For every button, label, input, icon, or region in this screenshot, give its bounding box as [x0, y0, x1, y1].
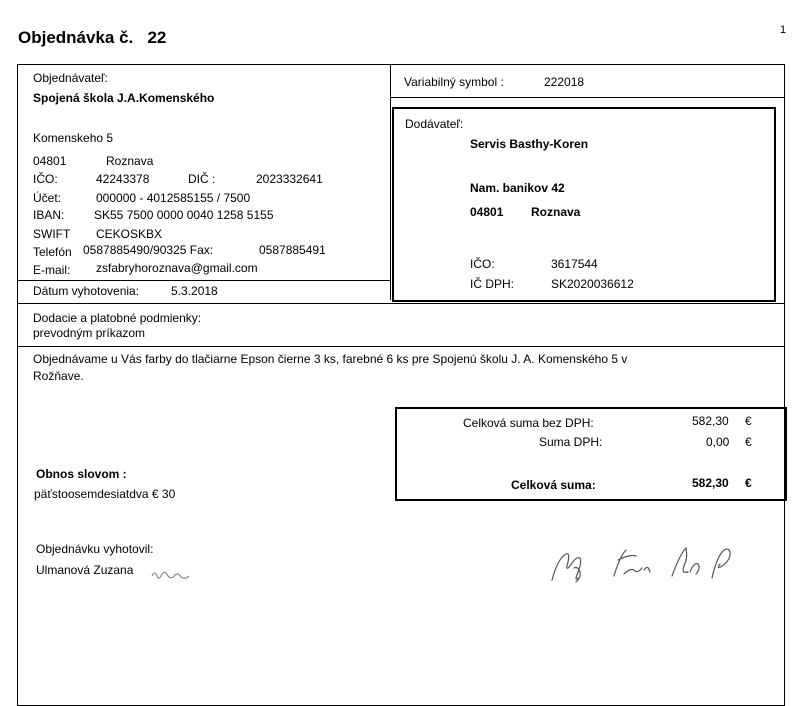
supplier-ico-label: IČO: [470, 257, 495, 271]
supplier-street: Nam. banikov 42 [470, 181, 565, 195]
vat-value: 0,00 [706, 435, 730, 449]
supplier-city: Roznava [531, 205, 581, 219]
total-label: Celková suma: [511, 478, 596, 492]
terms-label: Dodacie a platobné podmienky: [33, 311, 202, 325]
orderer-dic: 2023332641 [256, 172, 323, 186]
orderer-fax: 0587885491 [259, 243, 326, 257]
variable-symbol-label: Variabilný symbol : [404, 75, 504, 89]
vat-label: Suma DPH: [539, 435, 603, 449]
terms-value: prevodným príkazom [33, 326, 146, 340]
orderer-ico-label: IČO: [33, 172, 58, 186]
supplier-icdph-label: IČ DPH: [470, 277, 515, 291]
issue-date: 5.3.2018 [171, 284, 218, 298]
total-value: 582,30 [692, 476, 729, 490]
page-number: 1 [780, 24, 787, 36]
words-value: päťstoosemdesiatdva € 30 [34, 487, 176, 501]
variable-symbol: 222018 [544, 75, 585, 89]
orderer-phone-label: Telefón [33, 245, 72, 259]
vs-divider [390, 97, 784, 98]
vertical-divider [390, 64, 391, 300]
vat-currency: € [745, 435, 752, 449]
signature-icon [548, 540, 748, 588]
date-row-top [17, 280, 391, 281]
subtotal-value: 582,30 [692, 414, 729, 428]
orderer-street: Komenskeho 5 [33, 131, 114, 145]
supplier-label: Dodávateľ: [405, 117, 464, 131]
orderer-label: Objednávateľ: [33, 71, 108, 85]
orderer-ico: 42243378 [96, 172, 150, 186]
issue-date-label: Dátum vyhotovenia: [33, 284, 140, 298]
total-currency: € [745, 476, 752, 490]
subtotal-currency: € [745, 414, 752, 428]
title-label: Objednávka č. [18, 28, 134, 47]
prepared-name: Ulmanová Zuzana [36, 563, 134, 577]
supplier-zip: 04801 [470, 205, 504, 219]
orderer-name: Spojená škola J.A.Komenského [33, 91, 215, 105]
orderer-iban-label: IBAN: [33, 208, 65, 222]
initials-signature-icon [150, 566, 198, 584]
orderer-city: Roznava [106, 154, 154, 168]
order-text-line2: Rožňave. [33, 369, 84, 383]
order-number: 22 [147, 28, 167, 47]
subtotal-label: Celková suma bez DPH: [463, 416, 594, 430]
body-row-top [17, 346, 784, 347]
orderer-iban: SK55 7500 0000 0040 1258 5155 [94, 208, 274, 222]
order-text-line1: Objednávame u Vás farby do tlačiarne Epson čierne 3 ks, farebné 6 ks pre Spojenú školu J. A. Komenského 5 v [33, 352, 628, 366]
document-title [18, 28, 166, 48]
orderer-account: 000000 - 4012585155 / 7500 [96, 191, 251, 205]
orderer-phone: 0587885490/90325 Fax: [83, 243, 214, 257]
orderer-email-label: E-mail: [33, 263, 71, 277]
orderer-swift-label: SWIFT [33, 227, 71, 241]
words-label: Obnos slovom : [36, 467, 127, 481]
supplier-ico: 3617544 [551, 257, 598, 271]
supplier-icdph: SK2020036612 [551, 277, 634, 291]
orderer-dic-label: DIČ : [188, 172, 216, 186]
orderer-account-label: Účet: [33, 191, 62, 205]
orderer-swift: CEKOSKBX [96, 227, 163, 241]
supplier-name: Servis Basthy-Koren [470, 137, 589, 151]
prepared-label: Objednávku vyhotovil: [36, 542, 154, 556]
terms-row-top [17, 303, 784, 304]
orderer-email: zsfabryhoroznava@gmail.com [96, 261, 258, 275]
orderer-zip: 04801 [33, 154, 67, 168]
